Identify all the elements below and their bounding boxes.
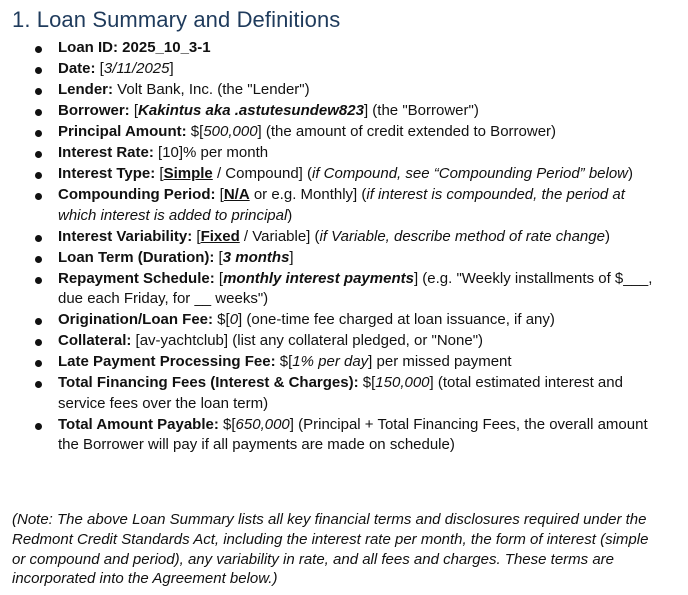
term-text: [ — [214, 248, 223, 266]
bullet-icon — [35, 109, 42, 116]
term-text: $[ — [213, 311, 230, 328]
term-value: 500,000 — [203, 123, 258, 140]
bullet-icon — [35, 256, 42, 263]
term-label: Loan Term (Duration): — [58, 248, 215, 266]
term-label: Interest Variability: — [58, 227, 193, 245]
term-label: Principal Amount: — [58, 123, 187, 140]
list-item-interest-type — [0, 164, 688, 185]
term-label: Origination/Loan Fee: — [58, 311, 214, 328]
bullet-icon — [35, 339, 42, 346]
term-label: Loan ID: — [58, 39, 118, 56]
term-text: $[ — [186, 123, 204, 140]
bullet-icon — [35, 360, 42, 367]
term-text: ] (e.g. "Weekly installments of $___, due each Friday, for __ weeks") — [58, 269, 653, 307]
term-text: ] (total estimated interest and service fees over the loan term) — [58, 374, 623, 412]
bullet-icon — [35, 46, 42, 53]
bullet-icon — [35, 193, 42, 200]
term-label: Date: — [58, 60, 96, 77]
term-label: Interest Type: — [58, 165, 156, 182]
section-heading: 1. Loan Summary and Definitions — [12, 7, 341, 32]
term-value: Kakintus aka .astutesundew823 — [138, 102, 364, 119]
term-label: Interest Rate: — [58, 144, 154, 161]
term-value: Fixed — [200, 227, 240, 245]
term-text: / Compound] ( — [212, 165, 312, 182]
term-text: ] — [169, 60, 174, 77]
term-label: Collateral: — [58, 332, 132, 349]
bullet-icon — [35, 318, 42, 325]
list-item-compounding-period — [0, 185, 688, 226]
term-label: Compounding Period: — [58, 186, 216, 203]
bullet-icon — [35, 277, 42, 284]
list-item-collateral — [0, 331, 688, 352]
term-note: if Variable, describe method of rate change — [319, 227, 605, 245]
term-label: Late Payment Processing Fee: — [58, 353, 276, 370]
term-text: [ — [129, 102, 139, 119]
list-item-borrower — [0, 101, 688, 122]
term-text: ] (one-time fee charged at loan issuance, if any) — [238, 311, 555, 328]
term-value: 150,000 — [375, 374, 430, 391]
loan-terms-list — [0, 38, 688, 456]
term-label: Total Financing Fees (Interest & Charges): — [58, 374, 359, 391]
list-item-date — [0, 59, 688, 80]
term-label: Borrower: — [58, 102, 130, 119]
list-item-loan-term — [0, 248, 688, 269]
term-value: N/A — [223, 186, 250, 203]
term-note: if interest is compounded, the period at which interest is added to principal — [58, 186, 625, 224]
bullet-icon — [35, 130, 42, 137]
term-text: Volt Bank, Inc. (the "Lender") — [113, 81, 310, 98]
term-value: 0 — [229, 311, 239, 328]
list-item-repayment-schedule — [0, 269, 688, 310]
bullet-icon — [35, 67, 42, 74]
term-label: Lender: — [58, 81, 114, 98]
bullet-icon — [35, 172, 42, 179]
list-item-late-payment-fee — [0, 352, 688, 373]
term-note: if Compound, see “Compounding Period” below — [312, 165, 629, 182]
term-text: [ — [155, 165, 164, 182]
term-text: ) — [628, 165, 634, 182]
term-text: $[ — [218, 415, 236, 433]
bullet-icon — [35, 423, 42, 430]
term-label: Repayment Schedule: — [58, 269, 215, 287]
term-text: $[ — [275, 353, 293, 370]
term-text: ) — [287, 206, 293, 224]
term-text: ] per missed payment — [368, 353, 512, 370]
term-text: [10]% per month — [153, 144, 269, 161]
term-text: ] — [289, 248, 294, 266]
term-text: ] (Principal + Total Financing Fees, the overall amount the Borrower will pay if all payments are made on schedule) — [58, 415, 648, 453]
term-value: 650,000 — [235, 415, 290, 433]
list-item-principal — [0, 122, 688, 143]
term-text: ] (the amount of credit extended to Borrower) — [257, 123, 557, 140]
term-text: [ — [95, 60, 104, 77]
term-text: ] (the "Borrower") — [363, 102, 479, 119]
term-value: 3/11/2025 — [103, 60, 170, 77]
term-text: ) — [604, 227, 610, 245]
term-text: / Variable] ( — [239, 227, 320, 245]
term-text: [ — [214, 269, 224, 287]
term-value: 3 months — [222, 248, 290, 266]
bullet-icon — [35, 88, 42, 95]
summary-note: (Note: The above Loan Summary lists all key financial terms and disclosures required under the Redmont Credit Standards Act, including the interest rate per month, the form of interest (simple or compound and period), any variability in rate, and all fees and charges. These terms are incorporated into the Agreement below.) — [12, 511, 649, 588]
term-text: or e.g. Monthly] ( — [249, 186, 367, 203]
list-item-total-amount-payable — [0, 415, 688, 456]
list-item-interest-variability — [0, 227, 688, 248]
term-label: Total Amount Payable: — [58, 415, 219, 433]
term-text: [av-yachtclub] (list any collateral pledged, or "None") — [131, 332, 484, 349]
bullet-icon — [35, 151, 42, 158]
list-item-loan-id — [0, 38, 688, 59]
term-text: [ — [192, 227, 201, 245]
list-item-interest-rate — [0, 143, 688, 164]
term-value: 1% per day — [292, 353, 369, 370]
list-item-lender — [0, 80, 688, 101]
term-text: $[ — [358, 374, 376, 391]
bullet-icon — [35, 235, 42, 242]
term-value: 2025_10_3-1 — [118, 39, 211, 56]
list-item-origination-fee — [0, 310, 688, 331]
term-value: monthly interest payments — [223, 269, 414, 287]
bullet-icon — [35, 381, 42, 388]
term-text: [ — [215, 186, 224, 203]
list-item-total-financing-fees — [0, 373, 688, 414]
term-value: Simple — [163, 165, 213, 182]
